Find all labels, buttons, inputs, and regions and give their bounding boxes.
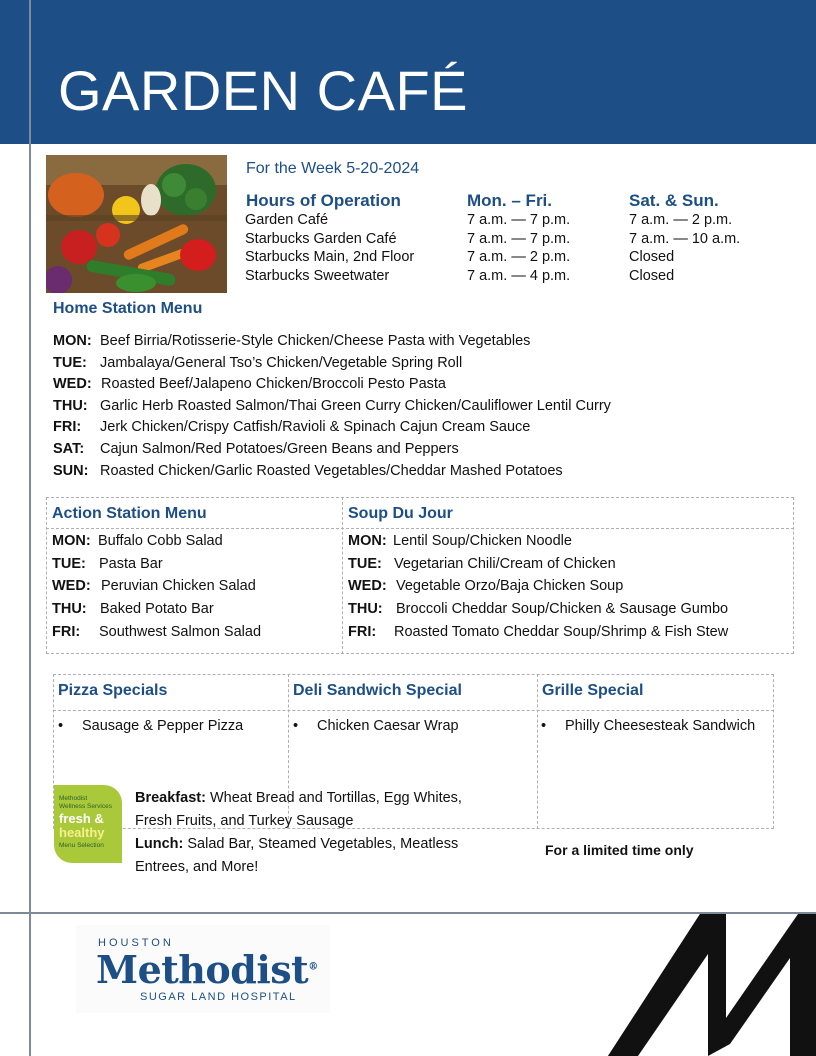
soup-menu-line (348, 578, 623, 594)
day-label: MON: (52, 533, 91, 549)
box-divider (342, 497, 343, 654)
hours-weekend: 7 a.m. — 10 a.m. (629, 231, 741, 247)
special-text: Philly Cheesesteak Sandwich (565, 718, 756, 734)
day-label: SAT: (53, 441, 85, 457)
soup-menu-line (348, 556, 616, 572)
registered-mark: ® (308, 961, 318, 973)
action-menu-line (52, 556, 163, 572)
action-menu-line (52, 578, 256, 594)
page-title: GARDEN CAFÉ (58, 59, 468, 122)
logo-main-text (96, 947, 318, 992)
day-label: THU: (53, 398, 88, 414)
logo-line: fresh & (59, 811, 104, 826)
menu-text: Baked Potato Bar (100, 601, 214, 617)
day-label: MON: (53, 333, 92, 349)
special-text: Sausage & Pepper Pizza (82, 718, 244, 734)
home-menu-line (53, 376, 446, 392)
menu-text: Peruvian Chicken Salad (101, 578, 256, 594)
menu-text: Vegetable Orzo/Baja Chicken Soup (396, 578, 624, 594)
day-label: MON: (348, 533, 387, 549)
hours-weekday: 7 a.m. — 7 p.m. (467, 231, 571, 247)
breakfast-line1: Wheat Bread and Tortillas, Egg Whites, (205, 790, 462, 806)
hours-title: Hours of Operation (246, 191, 401, 210)
logo-wordmark: Methodist (96, 947, 309, 992)
action-station-title: Action Station Menu (52, 505, 207, 522)
hours-weekday: 7 a.m. — 2 p.m. (467, 249, 571, 265)
day-label: TUE: (52, 556, 86, 572)
deli-item (293, 718, 459, 734)
day-label: FRI: (53, 419, 82, 435)
action-menu-line (52, 533, 223, 549)
hours-weekend: 7 a.m. — 2 p.m. (629, 212, 733, 228)
home-menu-line (53, 333, 530, 349)
menu-text: Southwest Salmon Salad (99, 624, 262, 640)
logo-line: Menu Selection (59, 842, 104, 849)
bullet-glyph: • (58, 718, 64, 734)
grille-item (541, 718, 755, 734)
menu-text: Roasted Beef/Jalapeno Chicken/Broccoli Pesto Pasta (101, 376, 446, 392)
fresh-healthy-logo (54, 785, 122, 863)
menu-text: Roasted Chicken/Garlic Roasted Vegetables/Cheddar Mashed Potatoes (100, 463, 563, 479)
day-label: TUE: (53, 355, 87, 371)
hours-name: Starbucks Sweetwater (245, 268, 390, 284)
day-label: THU: (348, 601, 383, 617)
week-label: For the Week 5-20-2024 (246, 160, 420, 177)
day-label: SUN: (53, 463, 89, 479)
specials-header-rule (53, 710, 774, 711)
action-menu-line (52, 601, 214, 617)
day-label: FRI: (52, 624, 81, 640)
soup-menu-line (348, 533, 572, 549)
specials-divider (537, 674, 538, 829)
day-label: FRI: (348, 624, 377, 640)
bullet-glyph: • (541, 718, 547, 734)
logo-line: healthy (59, 825, 105, 840)
lunch-line1: Salad Bar, Steamed Vegetables, Meatless (183, 836, 459, 852)
action-menu-line (52, 624, 261, 640)
hours-name: Starbucks Garden Café (245, 231, 397, 247)
menu-text: Cajun Salmon/Red Potatoes/Green Beans and Peppers (100, 441, 459, 457)
hours-name: Starbucks Main, 2nd Floor (245, 249, 415, 265)
limited-time-note: For a limited time only (545, 842, 694, 858)
left-rule (29, 0, 31, 1056)
breakfast-label: Breakfast: (135, 790, 206, 806)
soup-menu-line (348, 624, 728, 640)
home-menu-line (53, 355, 462, 371)
hours-weekend: Closed (629, 268, 675, 284)
lunch-label: Lunch: (135, 836, 184, 852)
pizza-item (58, 718, 243, 734)
header-banner (0, 0, 816, 144)
day-label: THU: (52, 601, 87, 617)
breakfast-text (135, 787, 495, 879)
menu-text: Lentil Soup/Chicken Noodle (393, 533, 572, 549)
home-menu-line (53, 463, 563, 479)
day-label: WED: (348, 578, 387, 594)
hours-name: Garden Café (245, 212, 329, 228)
special-text: Chicken Caesar Wrap (317, 718, 459, 734)
hours-weekday: 7 a.m. — 7 p.m. (467, 212, 571, 228)
hours-weekday: 7 a.m. — 4 p.m. (467, 268, 571, 284)
menu-text: Beef Birria/Rotisserie-Style Chicken/Cheese Pasta with Vegetables (100, 333, 531, 349)
pizza-title: Pizza Specials (58, 682, 168, 699)
bullet-glyph: • (293, 718, 299, 734)
deli-title: Deli Sandwich Special (293, 682, 462, 699)
hours-weekend: Closed (629, 249, 675, 265)
logo-line: Wellness Services (59, 803, 112, 810)
logo-line: Methodist (59, 795, 88, 802)
hours-col-weekday: Mon. – Fri. (467, 191, 552, 210)
logo-bottom-text: SUGAR LAND HOSPITAL (140, 991, 297, 1003)
houston-methodist-logo (76, 925, 330, 1013)
logo-top-text: HOUSTON (98, 937, 174, 949)
grille-title: Grille Special (542, 682, 644, 699)
home-station-title: Home Station Menu (53, 300, 203, 317)
menu-text: Garlic Herb Roasted Salmon/Thai Green Curry Chicken/Cauliflower Lentil Curry (100, 398, 611, 414)
home-menu-line (53, 441, 459, 457)
home-menu-line (53, 419, 530, 435)
day-label: WED: (53, 376, 92, 392)
menu-text: Jambalaya/General Tso’s Chicken/Vegetable Spring Roll (100, 355, 463, 371)
soup-menu-line (348, 601, 728, 617)
home-menu-line (53, 398, 611, 414)
box-header-rule (46, 528, 794, 529)
vegetables-photo (46, 155, 227, 293)
hours-col-weekend: Sat. & Sun. (629, 191, 719, 210)
menu-text: Broccoli Cheddar Soup/Chicken & Sausage Gumbo (396, 601, 729, 617)
methodist-m-mark-icon (608, 914, 816, 1056)
breakfast-line2: Fresh Fruits, and Turkey Sausage (135, 813, 354, 829)
day-label: TUE: (348, 556, 382, 572)
day-label: WED: (52, 578, 91, 594)
menu-text: Pasta Bar (99, 556, 163, 572)
menu-text: Buffalo Cobb Salad (98, 533, 223, 549)
lunch-line2: Entrees, and More! (135, 859, 259, 875)
soup-title: Soup Du Jour (348, 505, 453, 522)
menu-text: Jerk Chicken/Crispy Catfish/Ravioli & Spinach Cajun Cream Sauce (100, 419, 531, 435)
menu-text: Vegetarian Chili/Cream of Chicken (394, 556, 616, 572)
menu-text: Roasted Tomato Cheddar Soup/Shrimp & Fish Stew (394, 624, 729, 640)
